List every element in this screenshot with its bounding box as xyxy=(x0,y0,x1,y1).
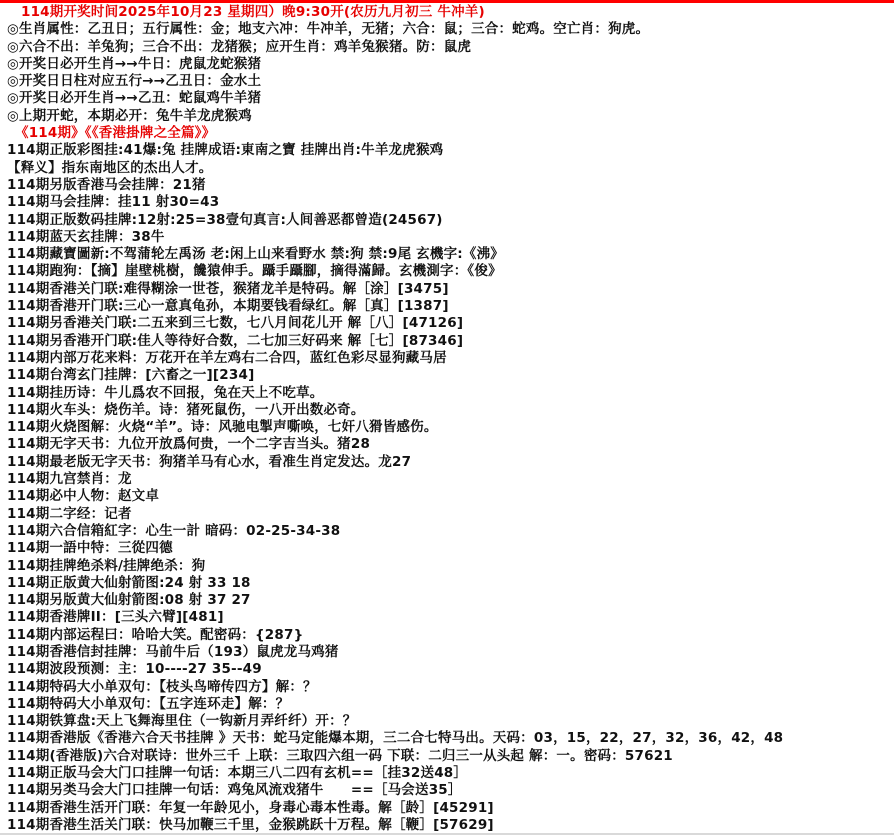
text-line: 114期另香港关门联:二五来到三七数，七八月间花儿开 解［八］[47126] xyxy=(7,315,464,332)
text-line: 114期(香港版)六合对联诗：世外三千 上联：三取四六组一码 下联：二归三一从头起 解：一。密码：57621 xyxy=(7,747,673,764)
text-line: 114期火烧图解：火烧“羊”。诗：风驰电掣声嘶唤，七奸八猾皆感伤。 xyxy=(7,419,438,436)
text-line: 114期另版香港马会挂牌：21猪 xyxy=(7,176,206,193)
text-line: 114期正版黄大仙射箭图:24 射 33 18 xyxy=(7,574,251,591)
text-line: 114期另版黄大仙射箭图:08 射 37 27 xyxy=(7,592,251,609)
text-line: 114期蓝天玄挂牌：38牛 xyxy=(7,228,165,245)
text-line: ◎上期开蛇，本期必开：兔牛羊龙虎猴鸡 xyxy=(7,107,252,124)
text-line: ◎开奖日必开生肖→→乙丑：蛇鼠鸡牛羊猪 xyxy=(7,90,262,107)
text-line: 114期香港生活开门联：年复一年龄见小，身毒心毒本性毒。解［龄］[45291] xyxy=(7,799,494,816)
section-header-line: 《114期》《《香港掛牌之全篇》》 xyxy=(15,125,216,142)
text-line: 114期内部运程曰：哈哈大笑。配密码：{287} xyxy=(7,626,304,643)
text-line: 114期香港版《香港六合天书挂牌 》天书：蛇马定能爆本期，三二合七特马出。天码：03，15，22，27，32，36，42，48 xyxy=(7,730,784,747)
text-line: 114期最老版无字天书：狗猪羊马有心水，看准生肖定发达。龙27 xyxy=(7,453,412,470)
text-line: 114期内部万花来料：万花开在羊左鸡右二合四，蓝红色彩尽显狗藏马居 xyxy=(7,349,447,366)
text-line: 114期香港信封挂牌：马前牛后（193）鼠虎龙马鸡猪 xyxy=(7,643,339,660)
text-line: 114期香港生活关门联：快马加鞭三千里，金猴跳跃十万程。解［鞭］[57629] xyxy=(7,816,494,833)
text-line: 114期火车头：烧伤羊。诗：猪死鼠伤，一八开出数必奇。 xyxy=(7,401,365,418)
text-line: 114期六合信箱紅字：心生一計 暗码：02-25-34-38 xyxy=(7,522,341,539)
text-line: 114期另类马会大门口挂牌一句话：鸡兔风流戏猪牛 ==［马会送35］ xyxy=(7,782,462,799)
text-line: 114期马会挂牌：挂11 射30=43 xyxy=(7,194,220,211)
text-line: 114期波段预测：主：10----27 35--49 xyxy=(7,661,262,678)
text-line: 114期挂历诗：牛儿爲农不回报，兔在天上不吃草。 xyxy=(7,384,324,401)
text-line: 114期一語中特：三從四德 xyxy=(7,540,173,557)
text-line: 114期铁算盘:天上飞舞海里住（一钩新月弄纤纤）开：？ xyxy=(7,713,357,730)
text-line: 114期香港开门联:三心一意真龟孙，本期要钱看绿红。解［真］[1387] xyxy=(7,298,449,315)
text-line: 114期藏寶圖新:不驾蒲轮左禹汤 老:闲上山来看野水 禁:狗 禁:9尾 玄機字:《沸》 xyxy=(7,246,504,263)
text-line: 114期香港关门联:难得糊涂一世苍，猴猪龙羊是特码。解［涂］[3475] xyxy=(7,280,449,297)
text-line: 114期香港牌II：[三头六臂][481] xyxy=(7,609,224,626)
text-line: 114期九宫禁肖：龙 xyxy=(7,471,132,488)
text-line: ◎开奖日必开生肖→→牛日：虎鼠龙蛇猴猪 xyxy=(7,55,262,72)
text-line: 114期特码大小单双句：【枝头鸟啼传四方】解：？ xyxy=(7,678,317,695)
text-line: 114期正版马会大门口挂牌一句话：本期三八二四有玄机==［挂32送48］ xyxy=(7,765,468,782)
text-line: 114期跑狗：【摘】崖壁桃樹，饞猿伸手。躡手躡腳，摘得滿歸。玄機測字：《俊》 xyxy=(7,263,502,280)
text-line: 114期二字经：记者 xyxy=(7,505,132,522)
period-header-line: 114期开奖时间2025年10月23 星期四）晚9:30开(农历九月初三 牛冲羊) xyxy=(21,4,485,20)
text-line: ◎开奖日日柱对应五行→→乙丑日：金水土 xyxy=(7,73,262,90)
text-line: 【释义】指东南地区的杰出人才。 xyxy=(7,159,213,176)
text-line: ◎生肖属性：乙丑日；五行属性：金；地支六冲：牛冲羊，无猪；六合：鼠；三合：蛇鸡。空亡肖：狗虎。 xyxy=(7,21,650,38)
text-line: 114期正版彩图挂:41爆:兔 挂牌成语:東南之寶 挂牌出肖:牛羊龙虎猴鸡 xyxy=(7,142,444,159)
text-line: 114期正版数码挂牌:12射:25=38壹句真言:人间善恶都曾造(24567) xyxy=(7,211,443,228)
text-line: 114期另香港开门联:佳人等待好合数，二七加三好码来 解［七］[87346] xyxy=(7,332,464,349)
text-line: 114期台湾玄门挂牌：[六畜之一][234] xyxy=(7,367,255,384)
text-line: ◎六合不出：羊兔狗；三合不出：龙猪猴；应开生肖：鸡羊兔猴猪。防：鼠虎 xyxy=(7,38,472,55)
text-line: 114期无字天书：九位开放爲何贵，一个二字吉当头。猪28 xyxy=(7,436,371,453)
text-line: 114期特码大小单双句：【五字连环走】解：？ xyxy=(7,695,290,712)
text-line: 114期挂牌绝杀料/挂牌绝杀：狗 xyxy=(7,557,206,574)
text-line: 114期必中人物：赵文卓 xyxy=(7,488,160,505)
